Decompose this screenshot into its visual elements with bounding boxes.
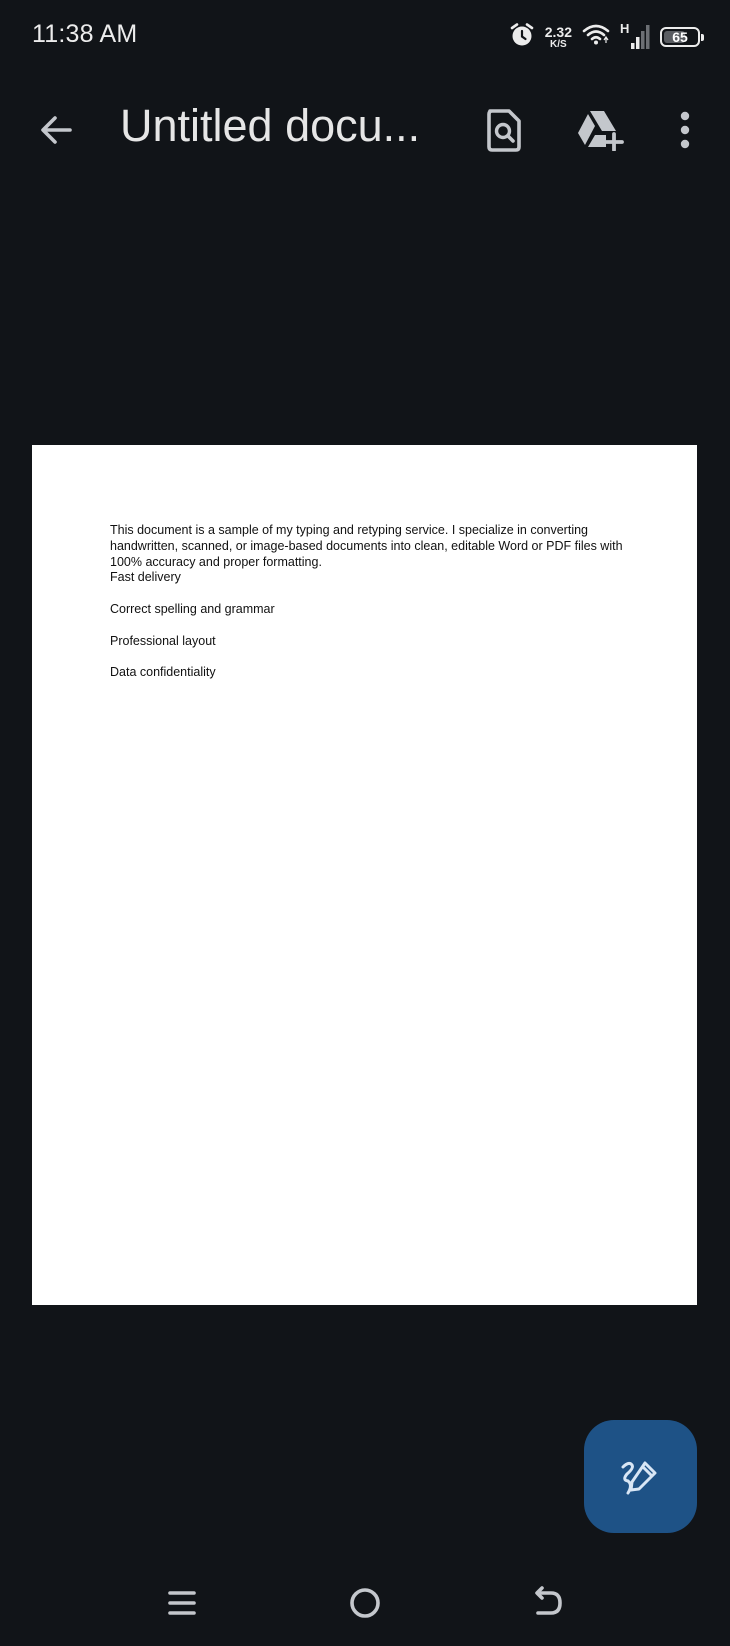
system-nav-bar bbox=[0, 1570, 730, 1646]
recents-button[interactable] bbox=[152, 1578, 212, 1628]
net-speed-unit: K/S bbox=[550, 38, 567, 50]
add-to-drive-icon bbox=[576, 109, 624, 151]
status-bar bbox=[0, 0, 730, 74]
back-arrow-icon bbox=[36, 110, 76, 150]
find-in-document-button[interactable] bbox=[478, 104, 530, 156]
battery-icon bbox=[660, 27, 700, 47]
net-speed-value: 2.32 bbox=[544, 23, 572, 40]
add-to-drive-button[interactable] bbox=[570, 104, 630, 156]
edit-fab-button[interactable] bbox=[584, 1420, 697, 1533]
network-type: H bbox=[620, 21, 630, 36]
list-item: Data confidentiality bbox=[110, 665, 216, 680]
list-item: Correct spelling and grammar bbox=[110, 601, 275, 616]
recents-menu-icon bbox=[167, 1588, 197, 1618]
alarm-icon bbox=[509, 22, 535, 53]
back-icon bbox=[531, 1586, 565, 1620]
status-icons bbox=[499, 20, 700, 54]
more-options-button[interactable] bbox=[668, 104, 702, 156]
list-item: Fast delivery bbox=[110, 570, 181, 585]
edit-pen-icon bbox=[619, 1455, 663, 1499]
document-intro: This document is a sample of my typing and retyping service. I specialize in converting handwritten, scanned, or image-based documents into clean, editable Word or PDF files with 100% accuracy and proper formatting. bbox=[110, 523, 623, 569]
find-in-document-icon bbox=[484, 107, 524, 153]
cellular-signal-icon bbox=[620, 21, 650, 53]
top-app-bar bbox=[0, 84, 730, 174]
wifi-icon bbox=[582, 23, 610, 52]
home-circle-icon bbox=[348, 1586, 382, 1620]
home-button[interactable] bbox=[335, 1578, 395, 1628]
document-page[interactable] bbox=[32, 445, 697, 1305]
system-back-button[interactable] bbox=[518, 1578, 578, 1628]
list-item: Professional layout bbox=[110, 633, 216, 648]
back-button[interactable] bbox=[30, 104, 82, 156]
net-speed bbox=[545, 25, 572, 50]
document-title[interactable]: Untitled docu... bbox=[120, 100, 421, 151]
document-body bbox=[110, 523, 630, 681]
more-vertical-icon bbox=[678, 110, 692, 150]
status-time: 11:38 AM bbox=[32, 20, 138, 48]
battery-level: 65 bbox=[672, 29, 688, 45]
